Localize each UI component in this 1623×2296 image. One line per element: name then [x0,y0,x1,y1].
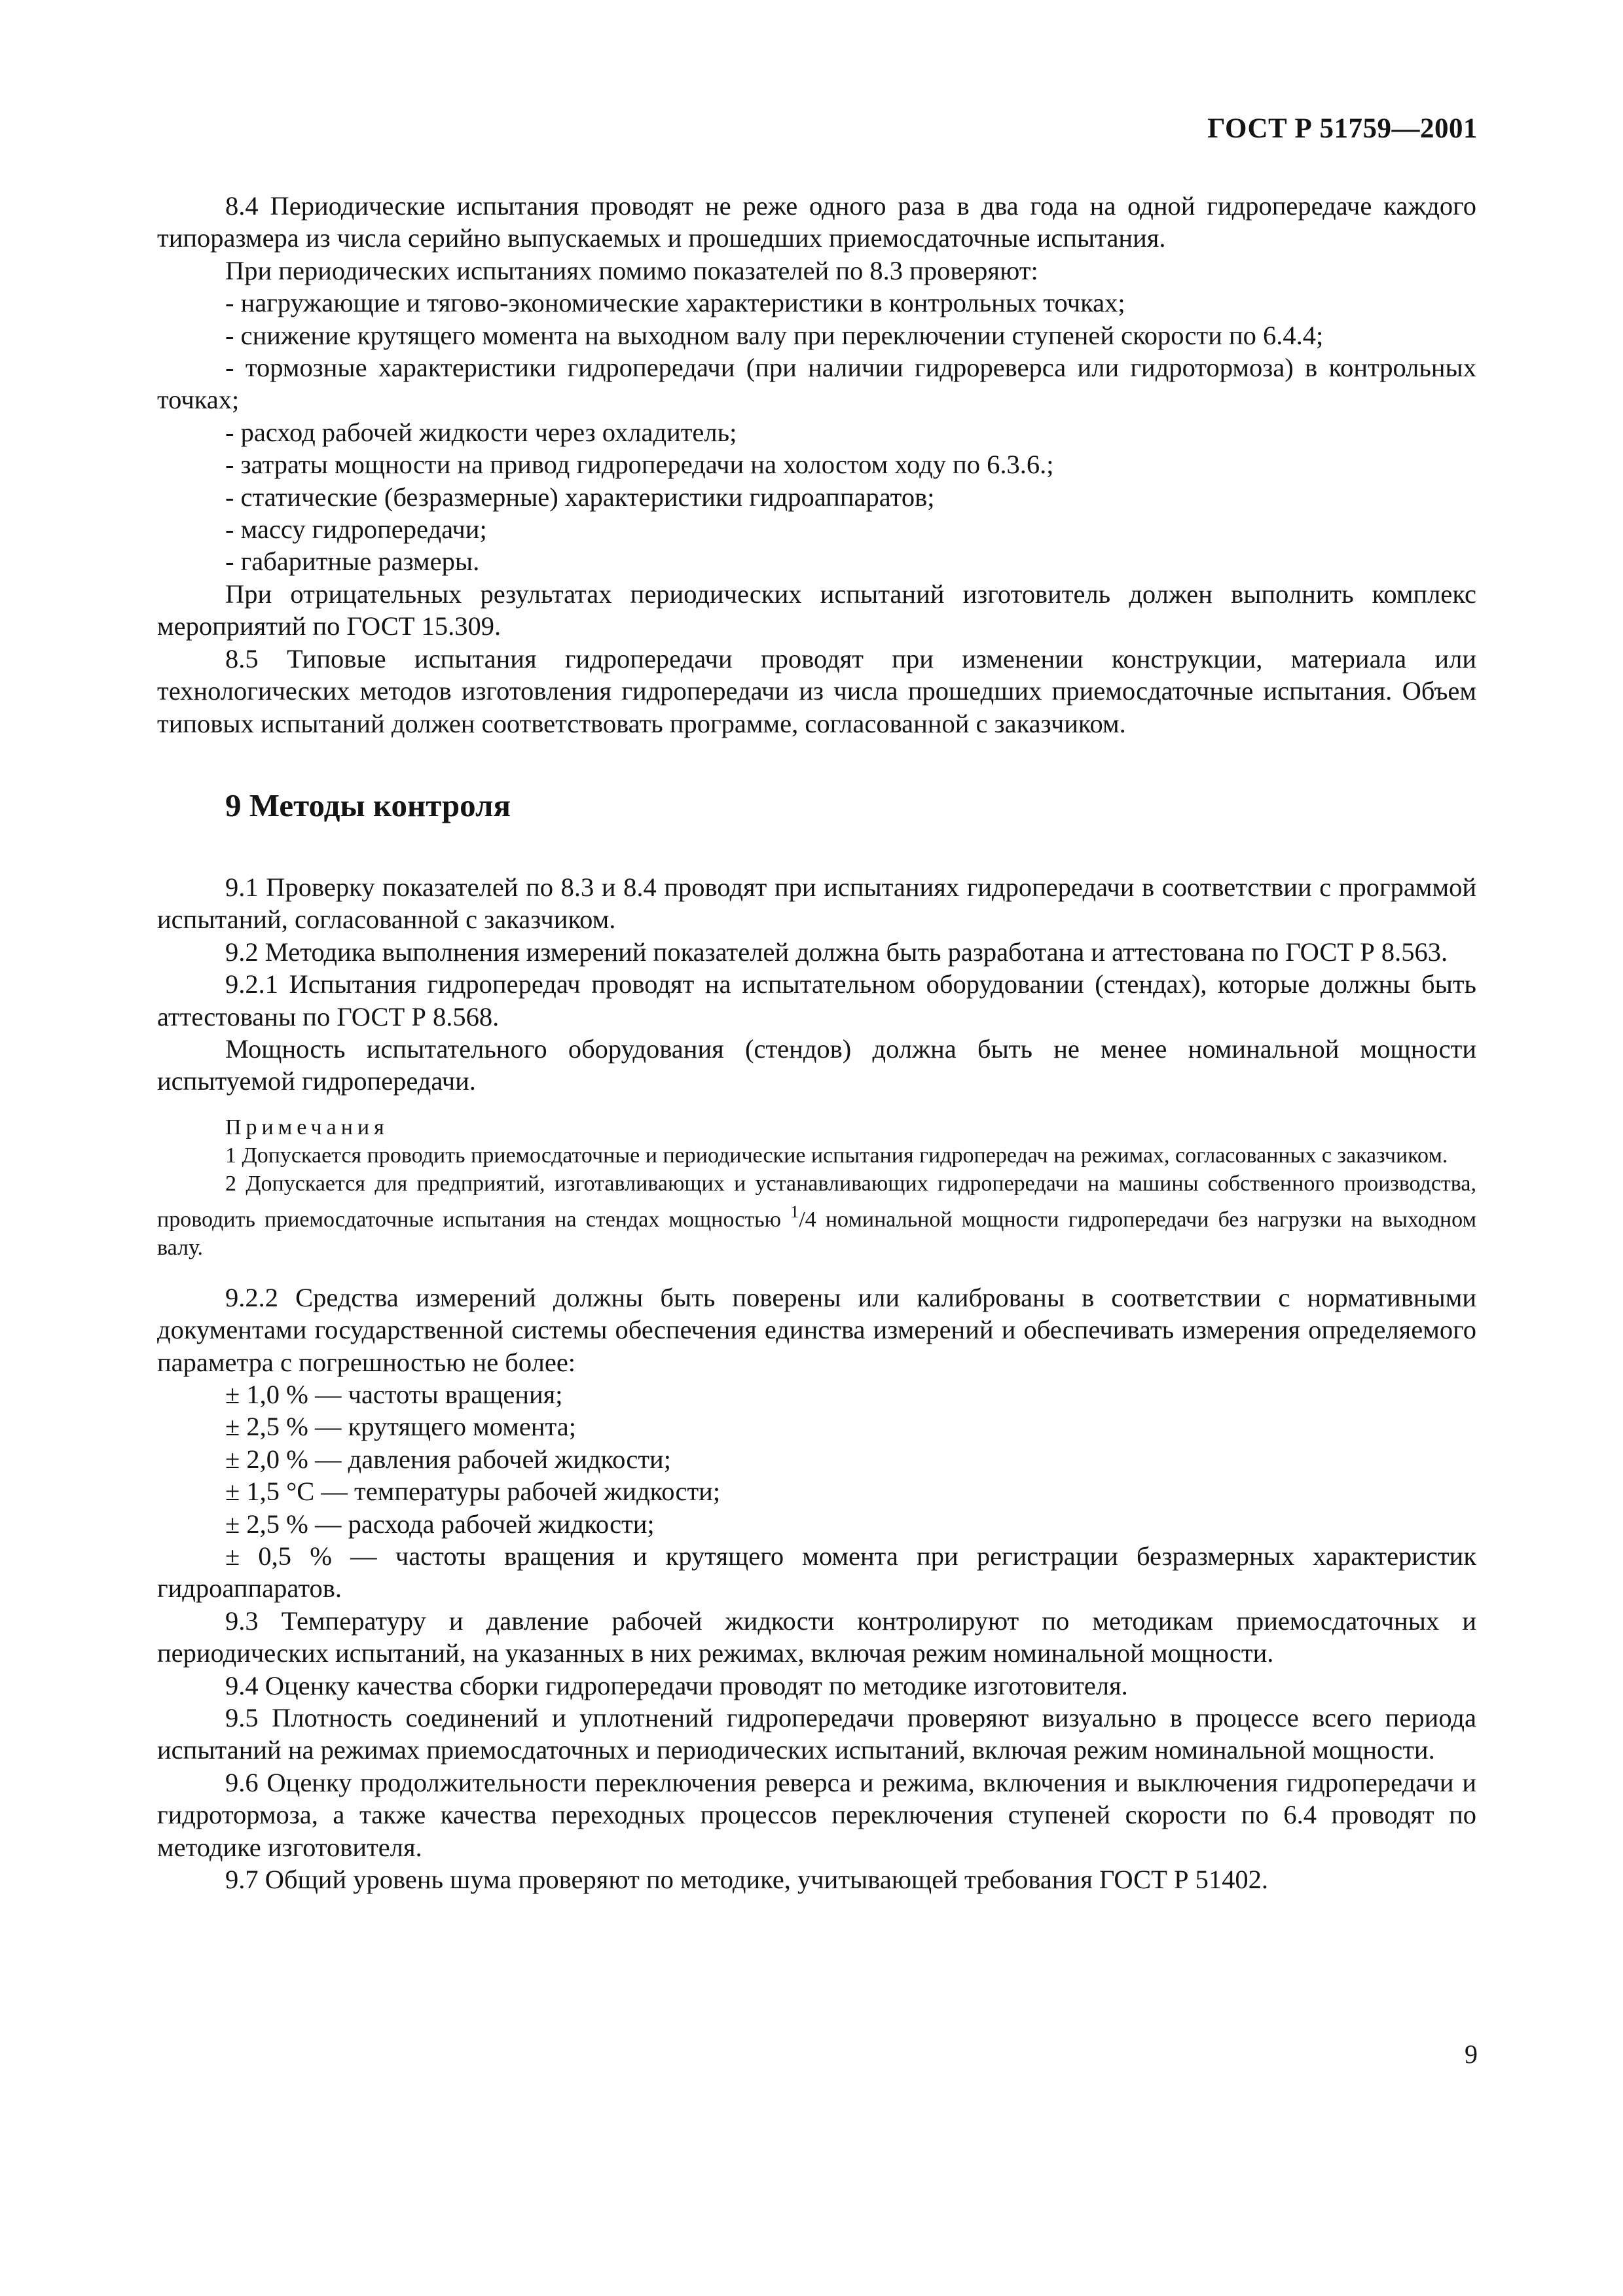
tolerance-item: ± 0,5 % — частоты вращения и крутящего момента при регистрации безразмерных характеристик гидроаппаратов. [157,1541,1476,1604]
tolerance-item: ± 2,5 % — расхода рабочей жидкости; [225,1509,655,1539]
fraction-numerator: 1 [790,1202,799,1221]
section-9-heading: 9 Методы контроля [225,787,511,823]
paragraph-9-3: 9.3 Температуру и давление рабочей жидкости контролируют по методикам приемосдаточных и периодических испытаний, на указанных в них режимах, включая режим номинальной мощности. [157,1605,1476,1668]
paragraph-9-2-1: 9.2.1 Испытания гидропередач проводят на испытательном оборудовании (стендах), которые должны быть аттестованы по ГОСТ Р 8.568. [157,969,1476,1031]
tolerance-item: ± 2,5 % — крутящего момента; [225,1412,576,1442]
paragraph-8-4: 8.4 Периодические испытания проводят не реже одного раза в два года на одной гидропередаче каждого типоразмера из числа серийно выпускаемых и прошедших приемосдаточные испытания. [157,191,1476,253]
list-item: - массу гидропередачи; [225,514,487,545]
paragraph-9-1: 9.1 Проверку показателей по 8.3 и 8.4 проводят при испытаниях гидропередачи в соответствии с программой испытаний, согласованной с заказчиком. [157,872,1476,935]
paragraph-stand-power: Мощность испытательного оборудования (стендов) должна быть не менее номинальной мощности испытуемой гидропередачи. [157,1033,1476,1096]
paragraph-9-5: 9.5 Плотность соединений и уплотнений гидропередачи проверяют визуально в процессе всего периода испытаний на режимах приемосдаточных и периодических испытаний, включая режим номинальной мощности. [157,1703,1476,1765]
list-item: - нагружающие и тягово-экономические характеристики в контрольных точках; [225,288,1125,318]
paragraph-periodic-intro: При периодических испытаниях помимо показателей по 8.3 проверяют: [225,255,1038,285]
note-2-text-b: номинальной мощности гидропередачи без нагрузки на выходном валу. [157,1207,1477,1260]
fraction-denominator: /4 [799,1207,816,1232]
list-item: - затраты мощности на привод гидропередачи на холостом ходу по 6.3.6.; [225,450,1054,480]
document-header: ГОСТ Р 51759—2001 [1207,113,1478,144]
notes-title: Примечания [225,1115,389,1139]
notes-block [157,1113,1476,1262]
paragraph-9-2: 9.2 Методика выполнения измерений показателей должна быть разработана и аттестована по ГОСТ Р 8.563. [225,937,1448,967]
note-1: 1 Допускается проводить приемосдаточные и периодические испытания гидропередач на режимах, согласованных с заказчиком. [225,1143,1448,1168]
paragraph-9-7: 9.7 Общий уровень шума проверяют по методике, учитывающей требования ГОСТ Р 51402. [225,1865,1269,1895]
tolerance-item: ± 1,5 °С — температуры рабочей жидкости; [225,1477,721,1507]
tolerance-item: ± 1,0 % — частоты вращения; [225,1379,563,1409]
page-number: 9 [1465,2039,1478,2069]
paragraph-negative-results: При отрицательных результатах периодических испытаний изготовитель должен выполнить комплекс мероприятий по ГОСТ 15.309. [157,579,1476,641]
paragraph-9-4: 9.4 Оценку качества сборки гидропередачи проводят по методике изготовителя. [225,1670,1128,1700]
list-item: - габаритные размеры. [225,547,480,577]
paragraph-9-2-2: 9.2.2 Средства измерений должны быть поверены или калиброваны в соответствии с нормативными документами государственной системы обеспечения единства измерений и обеспечивать измерения определяемого параметра с погрешностью не более: [157,1282,1476,1377]
list-item: - тормозные характеристики гидропередачи (при наличии гидрореверса или гидротормоза) в контрольных точках; [157,353,1476,415]
paragraph-9-6: 9.6 Оценку продолжительности переключения реверса и режима, включения и выключения гидропередачи и гидротормоза, а также качества переходных процессов переключения ступеней скорости по 6.4 проводят по методике изготовителя. [157,1767,1476,1862]
note-2 [157,1170,1476,1262]
page-content [157,190,1476,1895]
list-item: - снижение крутящего момента на выходном валу при переключении ступеней скорости по 6.4.4; [225,320,1324,350]
tolerance-item: ± 2,0 % — давления рабочей жидкости; [225,1444,671,1474]
list-item: - статические (безразмерные) характеристики гидроаппаратов; [225,482,935,512]
note-2-text-a: 2 Допускается для предприятий, изготавливающих и устанавливающих гидропередачи на машины собственного производства, проводить приемосдаточные испытания на стендах мощностью [157,1171,1476,1232]
list-item: - расход рабочей жидкости через охладитель; [225,417,737,447]
paragraph-8-5: 8.5 Типовые испытания гидропередачи проводят при изменении конструкции, материала или технологических методов изготовления гидропередачи из числа прошедших приемосдаточные испытания. Объем типовых испытаний должен соответствовать программе, согласованной с заказчиком. [157,643,1476,738]
